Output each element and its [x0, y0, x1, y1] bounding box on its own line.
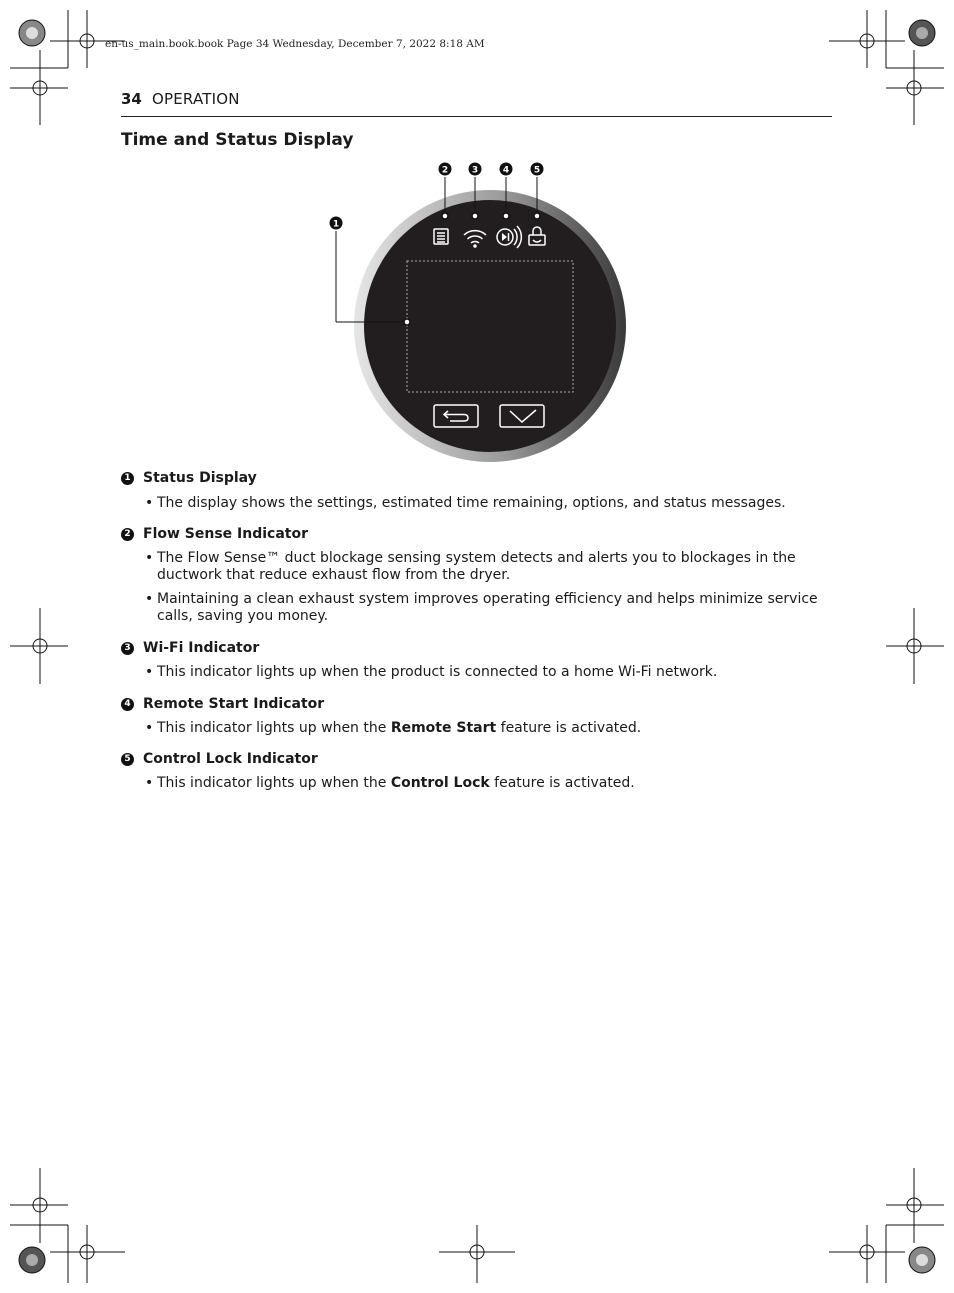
- item-number-badge: 1: [121, 472, 134, 485]
- item-heading-flow-sense: [121, 526, 308, 542]
- item-heading-text: Remote Start Indicator: [143, 696, 325, 712]
- item-number-badge: 2: [121, 528, 134, 541]
- item-heading-text: Status Display: [143, 470, 257, 486]
- item-heading-status-display: [121, 470, 257, 486]
- item-heading-text: Flow Sense Indicator: [143, 526, 308, 542]
- display-illustration: [320, 155, 640, 470]
- bullet-text: This indicator lights up when the product is connected to a home Wi-Fi network.: [157, 664, 718, 680]
- callout-2: [439, 163, 452, 176]
- svg-text:4: 4: [502, 165, 510, 176]
- bullet-text: Maintaining a clean exhaust system improves operating efficiency and helps minimize service calls, saving you money.: [157, 591, 818, 624]
- item-heading-control-lock: [121, 751, 318, 767]
- bullet-text: The display shows the settings, estimated time remaining, options, and status messages.: [157, 495, 786, 511]
- item-number-badge: 3: [121, 642, 134, 655]
- section-title: OPERATION: [152, 90, 240, 108]
- callout-1: [330, 217, 343, 230]
- page-title: Time and Status Display: [121, 130, 354, 150]
- bullet-text: The Flow Sense™ duct blockage sensing system detects and alerts you to blockages in the ductwork that reduce exhaust flow from the dryer.: [157, 550, 796, 583]
- callout-5: [531, 163, 544, 176]
- panel-face: [364, 200, 616, 452]
- callout-4: [500, 163, 513, 176]
- bold-term: Remote Start: [390, 720, 497, 736]
- svg-text:5: 5: [533, 165, 541, 176]
- svg-text:1: 1: [332, 219, 340, 230]
- svg-text:3: 3: [471, 165, 479, 176]
- bullet-text: This indicator lights up when the Remote Start feature is activated.: [157, 720, 642, 736]
- item-heading-text: Wi-Fi Indicator: [143, 640, 260, 656]
- svg-text:2: 2: [441, 165, 449, 176]
- print-slug: en-us_main.book.book Page 34 Wednesday, December 7, 2022 8:18 AM: [105, 38, 485, 50]
- item-heading-remote-start: [121, 696, 324, 712]
- item-number-badge: 4: [121, 698, 134, 711]
- item-heading-wifi: [121, 640, 259, 656]
- bold-term: Control Lock: [390, 775, 490, 791]
- item-number-badge: 5: [121, 753, 134, 766]
- header-rule: [121, 116, 832, 117]
- bullet-text: This indicator lights up when the Control Lock feature is activated.: [157, 775, 635, 791]
- page-number: 34: [121, 90, 142, 108]
- item-heading-text: Control Lock Indicator: [143, 751, 318, 767]
- callout-3: [469, 163, 482, 176]
